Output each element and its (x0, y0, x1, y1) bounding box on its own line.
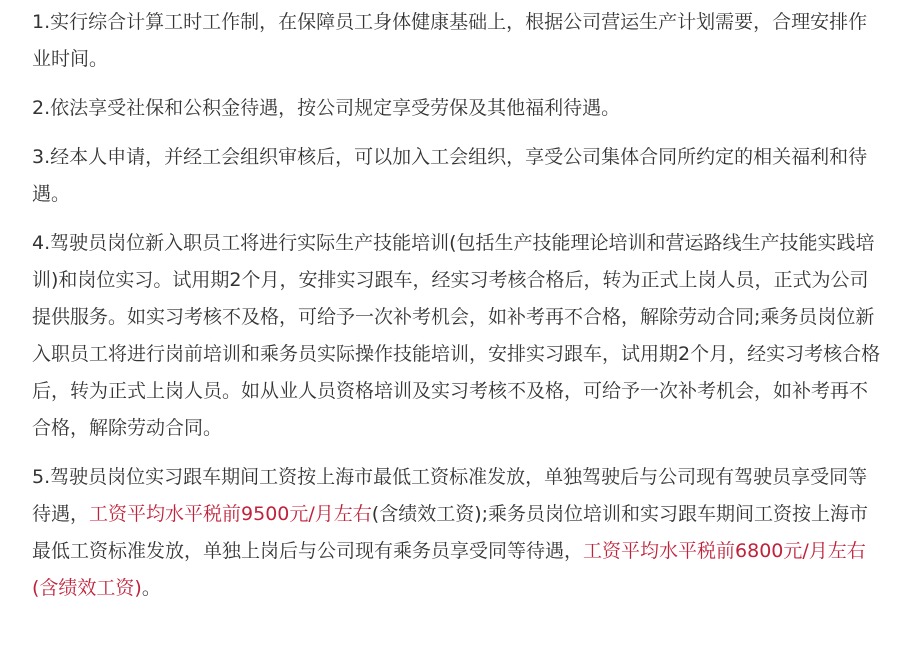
paragraph-5-text-2: (含绩效工资);乘务员岗位培训和实习跟车期间工资按上海市最低工资标准发放，单独上岗后与公司现有乘务员享受同等待遇， (32, 503, 869, 562)
paragraph-1: 1.实行综合计算工时工作制，在保障员工身体健康基础上，根据公司营运生产计划需要，合理安排作业时间。 (32, 11, 868, 70)
paragraph-2: 2.依法享受社保和公积金待遇，按公司规定享受劳保及其他福利待遇。 (32, 97, 621, 119)
attendant-salary-highlight: 工资平均水平税前6800元/月左右(含绩效工资) (32, 540, 866, 599)
paragraph-3: 3.经本人申请，并经工会组织审核后，可以加入工会组织，享受公司集体合同所约定的相关福利和待遇。 (32, 146, 868, 205)
paragraph-5-text-3: 。 (141, 577, 161, 599)
article-body (32, 4, 882, 619)
driver-salary-highlight: 工资平均水平税前9500元/月左右 (89, 503, 372, 525)
paragraph-5-text-1: 5.驾驶员岗位实习跟车期间工资按上海市最低工资标准发放，单独驾驶后与公司现有驾驶员享受同等待遇， (32, 466, 868, 525)
paragraph-5 (32, 459, 882, 607)
paragraph-4: 4.驾驶员岗位新入职员工将进行实际生产技能培训(包括生产技能理论培训和营运路线生产技能实践培训)和岗位实习。试用期2个月，安排实习跟车，经实习考核合格后，转为正式上岗人员，正式为公司提供服务。如实习考核不及格，可给予一次补考机会，如补考再不合格，解除劳动合同;乘务员岗位新入职员工将进行岗前培训和乘务员实际操作技能培训，安排实习跟车，试用期2个月，经实习考核合格后，转为正式上岗人员。如从业人员资格培训及实习考核不及格，可给予一次补考机会，如补考再不合格，解除劳动合同。 (32, 232, 881, 439)
